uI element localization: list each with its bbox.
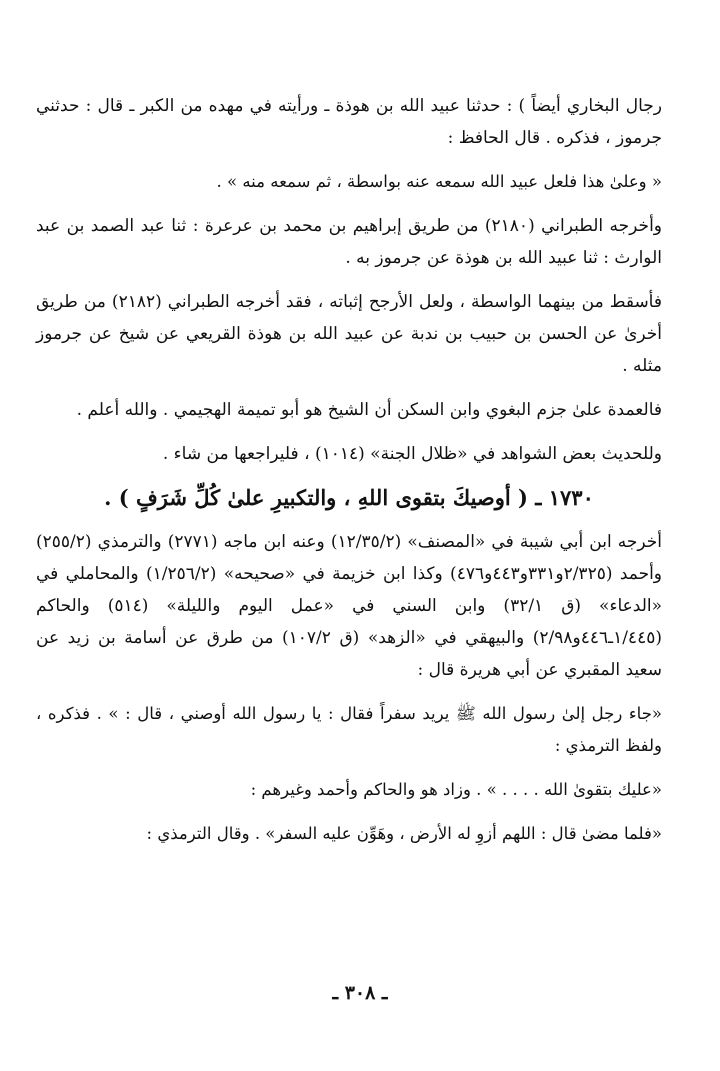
paragraph-5: وللحديث بعض الشواهد في «ظلال الجنة» (١٠١٤) ، فليراجعها من شاء . (162, 444, 662, 464)
paragraph-1: رجال البخاري أيضاً ) : حدثنا عبيد الله بن هوذة ـ ورأيته في مهده من الكبر ـ قال : حدثني جرموز ، فذكره . قال الحافظ : (36, 96, 662, 148)
paragraph-6: أخرجه ابن أبي شيبة في «المصنف» (١٢/٣٥/٢) وعنه ابن ماجه (٢٧٧١) والترمذي (٢٥٥/٢) وأحمد (٢/٣٢٥و٣٣١و٤٤٣و٤٧٦) وكذا ابن خزيمة في «صحيحه» (١/٢٥٦/٢) والمحاملي في «الدعاء» (ق ٣٢/١) وابن السني في «عمل اليوم والليلة» (٥١٤) والحاكم (١/٤٤٥ـ٤٤٦و٢/٩٨) والبيهقي في «الزهد» (ق ١٠٧/٢) من طرق عن أسامة بن زيد عن سعيد المقبري عن أبي هريرة قال : (36, 532, 663, 680)
body-text (36, 90, 662, 862)
paragraph-4: فالعمدة علىٰ جزم البغوي وابن السكن أن الشيخ هو أبو تميمة الهجيمي . والله أعلم . (76, 400, 662, 420)
paragraph-2: وأخرجه الطبراني (٢١٨٠) من طريق إبراهيم بن محمد بن عرعرة : ثنا عبد الصمد بن عبد الوارث : ثنا عبيد الله بن هوذة عن جرموز به . (36, 216, 662, 268)
quote-hadith: «جاء رجل إلىٰ رسول الله ﷺ يريد سفراً فقال : يا رسول الله أوصني ، قال : » . فذكره ، ولفظ الترمذي : (36, 704, 662, 755)
page-number: ـ ٣٠٨ ـ (332, 982, 388, 1004)
quote-dua: «فلما مضىٰ قال : اللهم أزوِ له الأرض ، وهَوِّن عليه السفر» . وقال الترمذي : (146, 824, 662, 843)
quote-hafiz: « وعلىٰ هذا فلعل عبيد الله سمعه عنه بواسطة ، ثم سمعه منه » . (216, 172, 662, 191)
quote-tirmidhi: «عليك بتقوىٰ الله . . . . » . وزاد هو والحاكم وأحمد وغيرهم : (250, 780, 662, 799)
paragraph-3: فأسقط من بينهما الواسطة ، ولعل الأرجح إثباته ، فقد أخرجه الطبراني (٢١٨٢) من طريق أخرىٰ عن الحسن بن حبيب بن ندبة عن عبيد الله بن هوذة القريعي عن شيخ عن جرموز مثله . (36, 292, 662, 376)
hadith-heading: ١٧٣٠ ـ ( أوصيكَ بتقوى اللهِ ، والتكبيرِ علىٰ كُلِّ شَرَفٍ ) . (104, 485, 594, 510)
